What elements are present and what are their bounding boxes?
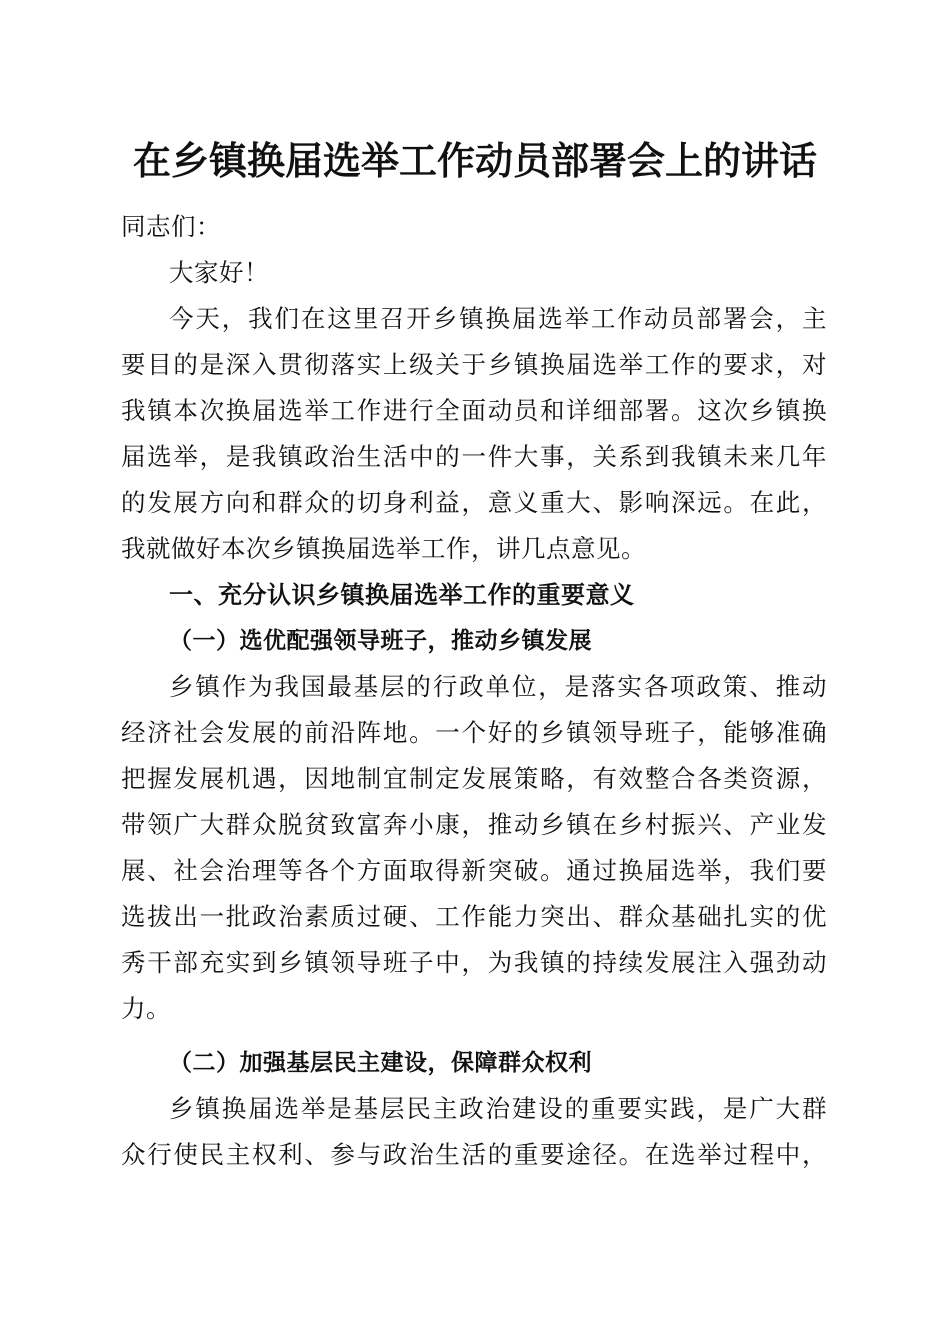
paragraph-line: 带领广大群众脱贫致富奔小康，推动乡镇在乡村振兴、产业发 bbox=[121, 810, 827, 839]
subsection-heading: （一）选优配强领导班子，推动乡镇发展 bbox=[169, 627, 592, 654]
paragraph-line: 乡镇换届选举是基层民主政治建设的重要实践，是广大群 bbox=[169, 1094, 827, 1123]
paragraph-line: 秀干部充实到乡镇领导班子中，为我镇的持续发展注入强劲动 bbox=[121, 948, 827, 977]
paragraph-line: 乡镇作为我国最基层的行政单位，是落实各项政策、推动 bbox=[169, 672, 827, 701]
subsection-1-paragraph bbox=[121, 664, 827, 1032]
paragraph-line: 经济社会发展的前沿阵地。一个好的乡镇领导班子，能够准确 bbox=[121, 718, 827, 747]
intro-paragraph bbox=[121, 296, 827, 572]
paragraph-line: 我就做好本次乡镇换届选举工作，讲几点意见。 bbox=[121, 534, 646, 563]
paragraph-line: 众行使民主权利、参与政治生活的重要途径。在选举过程中， bbox=[121, 1140, 827, 1169]
paragraph-line: 我镇本次换届选举工作进行全面动员和详细部署。这次乡镇换 bbox=[121, 396, 827, 425]
paragraph-line: 的发展方向和群众的切身利益，意义重大、影响深远。在此， bbox=[121, 488, 827, 517]
subsection-2-paragraph bbox=[121, 1086, 827, 1178]
paragraph-line: 把握发展机遇，因地制宜制定发展策略，有效整合各类资源， bbox=[121, 764, 827, 793]
document-title: 在乡镇换届选举工作动员部署会上的讲话 bbox=[132, 138, 817, 183]
paragraph-line: 展、社会治理等各个方面取得新突破。通过换届选举，我们要 bbox=[121, 856, 827, 885]
section-heading: 一、充分认识乡镇换届选举工作的重要意义 bbox=[169, 581, 635, 609]
paragraph-line: 届选举，是我镇政治生活中的一件大事，关系到我镇未来几年 bbox=[121, 442, 827, 471]
greeting: 大家好！ bbox=[169, 258, 269, 287]
subsection-heading: （二）加强基层民主建设，保障群众权利 bbox=[169, 1049, 592, 1076]
salutation: 同志们： bbox=[121, 212, 221, 241]
paragraph-line: 今天，我们在这里召开乡镇换届选举工作动员部署会，主 bbox=[169, 304, 827, 333]
document-body bbox=[121, 204, 827, 1178]
paragraph-line: 要目的是深入贯彻落实上级关于乡镇换届选举工作的要求，对 bbox=[121, 350, 827, 379]
paragraph-line: 力。 bbox=[121, 994, 171, 1023]
paragraph-line: 选拔出一批政治素质过硬、工作能力突出、群众基础扎实的优 bbox=[121, 902, 827, 931]
